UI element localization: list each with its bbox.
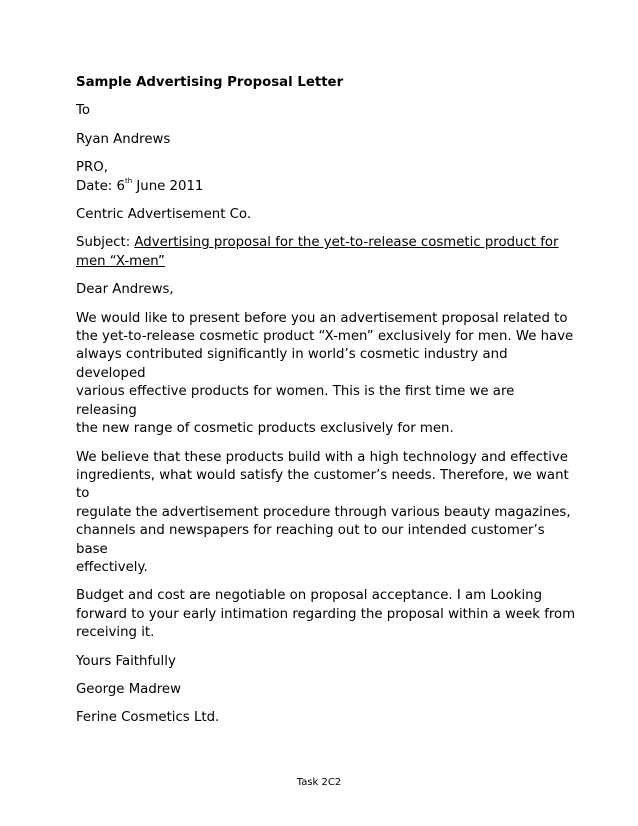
recipient-company: Centric Advertisement Co.	[76, 207, 252, 223]
recipient-position: PRO,	[76, 160, 108, 176]
paragraph-line: Budget and cost are negotiable on proposal acceptance. I am Looking	[76, 588, 543, 604]
date-prefix: Date: 6	[76, 178, 125, 194]
paragraph-2	[76, 449, 576, 578]
date-superscript: th	[124, 177, 133, 186]
paragraph-1	[76, 310, 576, 439]
date-suffix: June 2011	[132, 178, 204, 194]
paragraph-line: always contributed significantly in world’s cosmetic industry and developed	[76, 347, 508, 381]
to-label: To	[76, 103, 90, 119]
letter-title: Sample Advertising Proposal Letter	[76, 75, 344, 90]
salutation: Dear Andrews,	[76, 282, 174, 298]
sender-company: Ferine Cosmetics Ltd.	[76, 710, 220, 726]
paragraph-line: the yet-to-release cosmetic product “X-men” exclusively for men. We have	[76, 329, 574, 345]
paragraph-line: the new range of cosmetic products exclusively for men.	[76, 421, 454, 437]
paragraph-line: regulate the advertisement procedure through various beauty magazines,	[76, 504, 571, 520]
paragraph-line: effectively.	[76, 559, 148, 575]
paragraph-line: forward to your early intimation regarding the proposal within a week from	[76, 606, 576, 622]
paragraph-line: receiving it.	[76, 625, 155, 641]
paragraph-line: We would like to present before you an advertisement proposal related to	[76, 310, 568, 326]
sender-name: George Madrew	[76, 681, 181, 697]
subject-line	[76, 234, 576, 271]
page-footer: Task 2C2	[296, 777, 342, 788]
closing: Yours Faithfully	[76, 653, 176, 669]
recipient-name: Ryan Andrews	[76, 131, 171, 147]
subject-text-line1: Advertising proposal for the yet-to-release cosmetic product for	[134, 235, 559, 251]
letter-document	[76, 74, 576, 738]
recipient-block	[76, 159, 576, 196]
subject-label: Subject:	[76, 235, 135, 251]
paragraph-line: ingredients, what would satisfy the customer’s needs. Therefore, we want to	[76, 467, 569, 502]
paragraph-line: channels and newspapers for reaching out to our intended customer’s base	[76, 523, 545, 557]
subject-text-line2: men “X-men”	[76, 253, 165, 269]
letter-date	[76, 179, 203, 194]
paragraph-3	[76, 587, 576, 642]
paragraph-line: various effective products for women. This is the first time we are releasing	[76, 384, 515, 418]
paragraph-line: We believe that these products build with a high technology and effective	[76, 449, 568, 465]
